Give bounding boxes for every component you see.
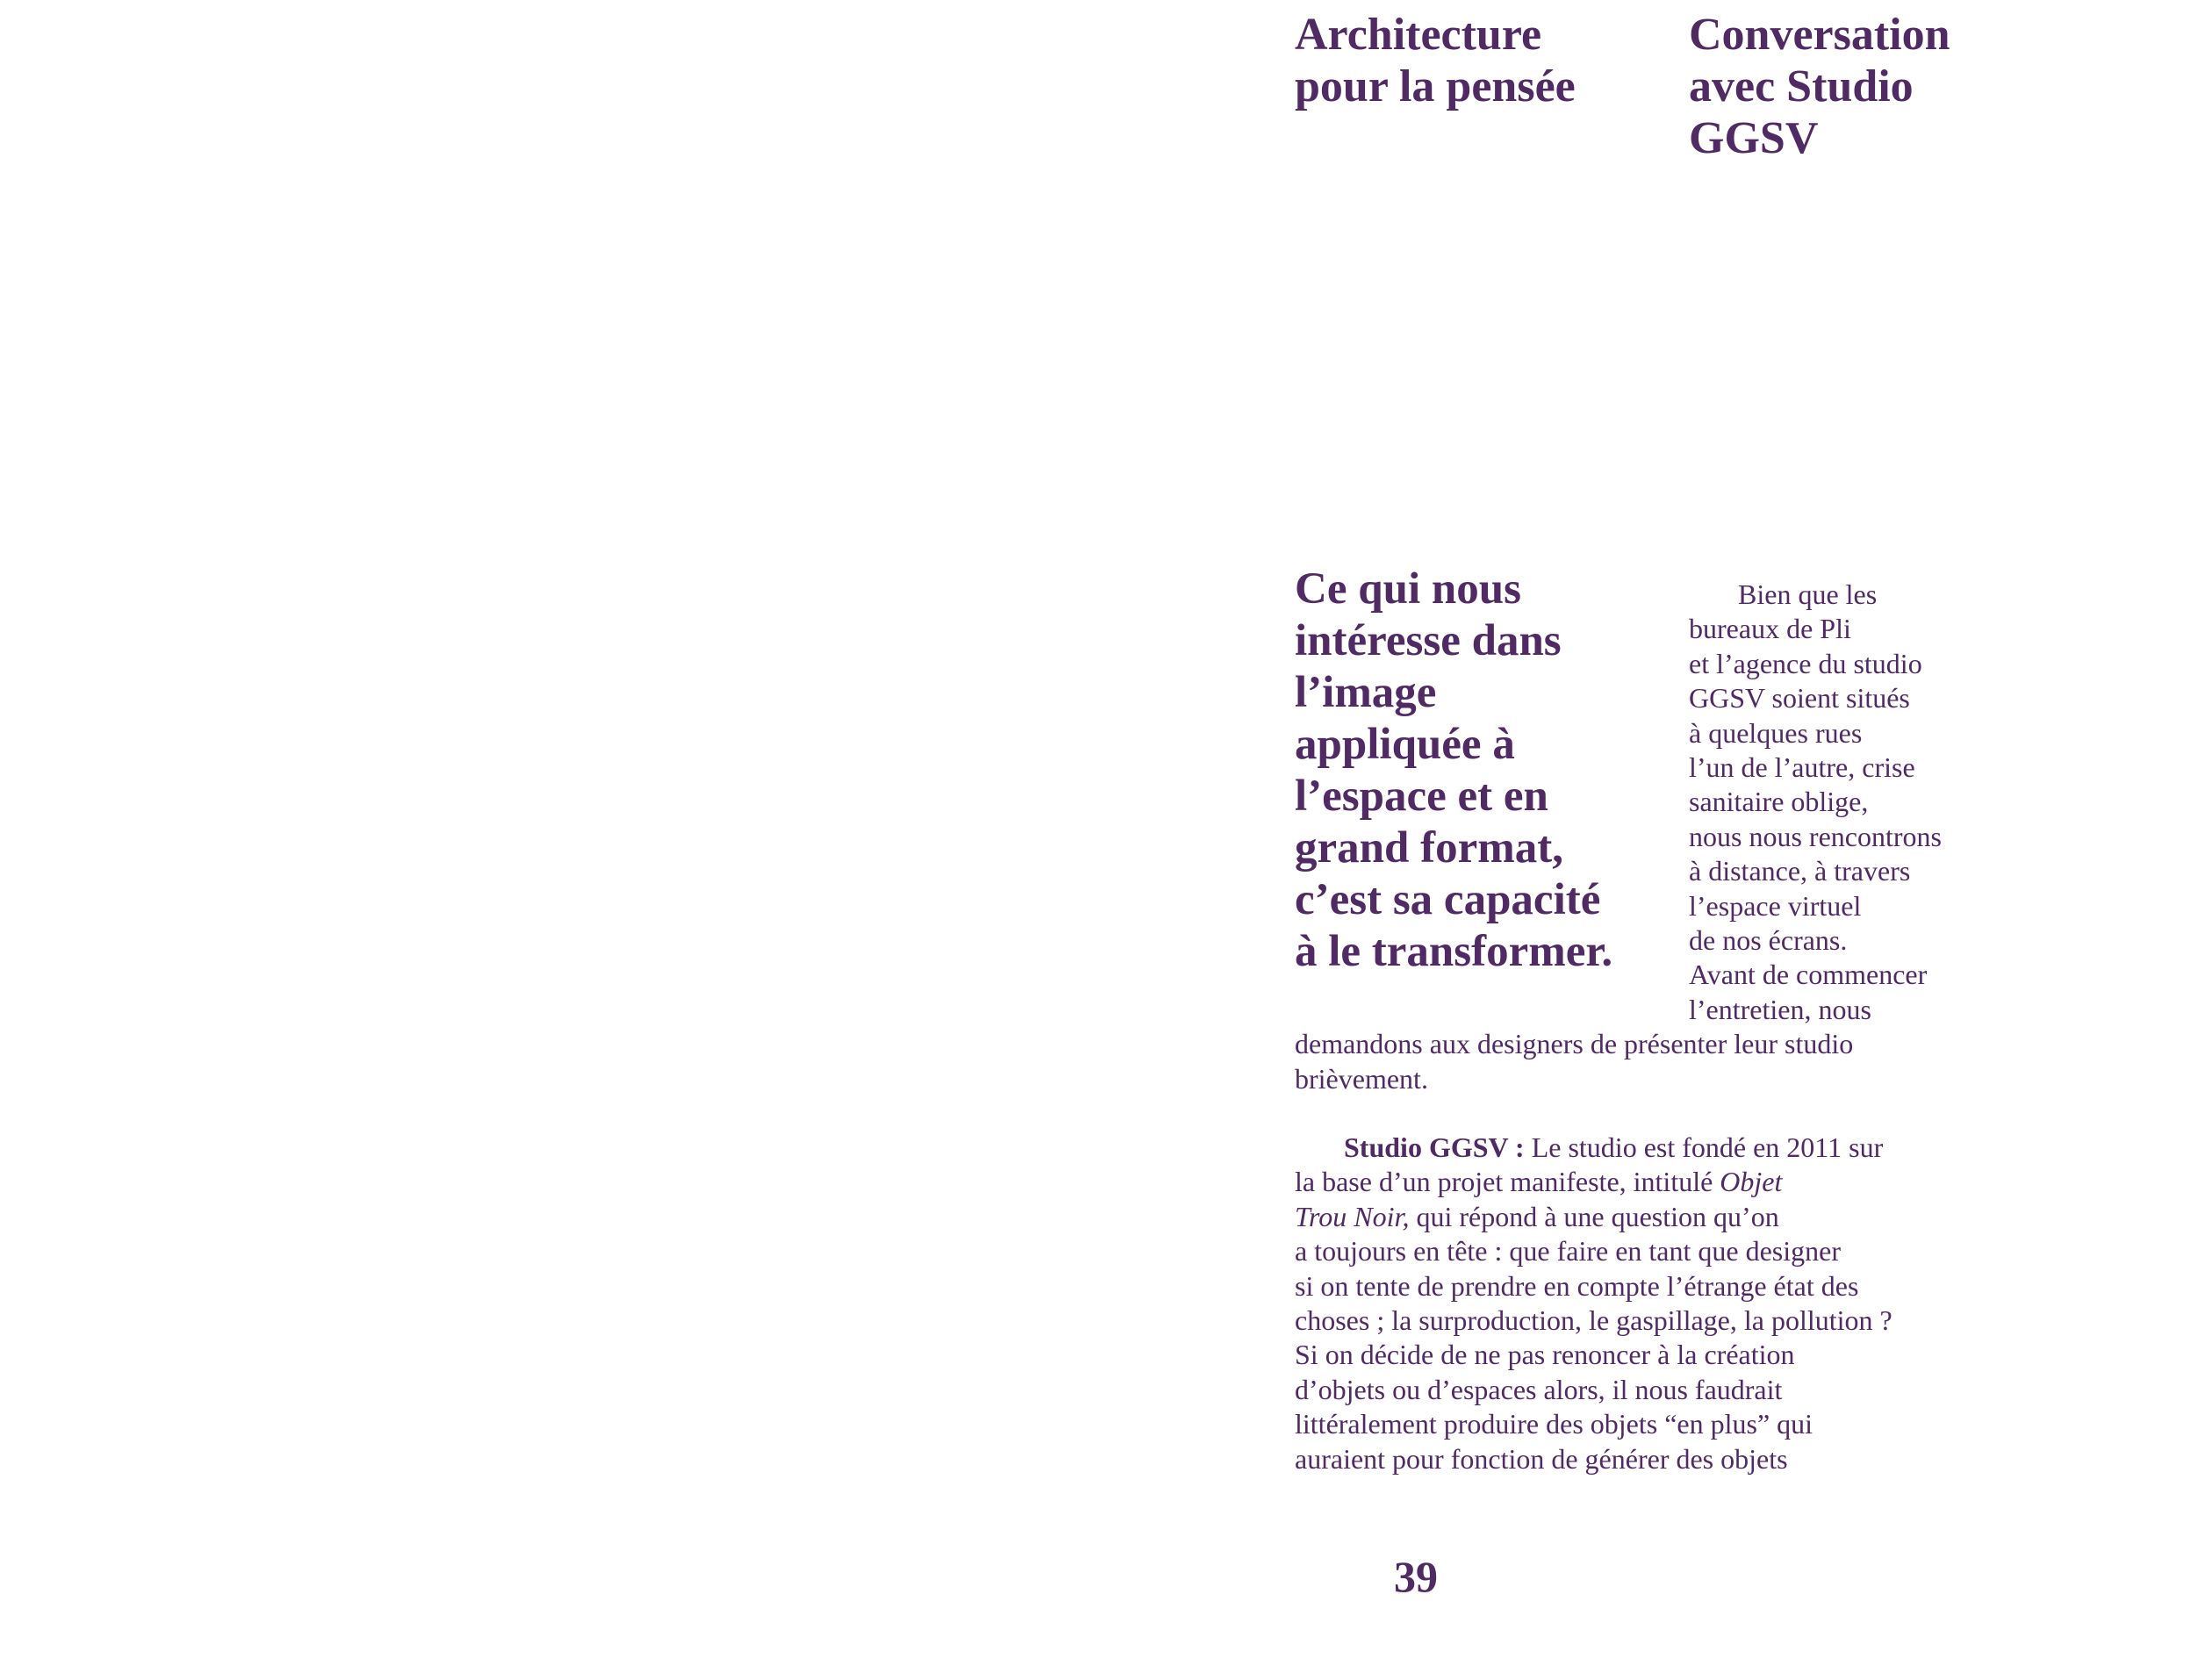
- intro-line: brièvement.: [1295, 1062, 1428, 1095]
- intro-line: nous nous rencontrons: [1689, 820, 1942, 852]
- answer-line: choses ; la surproduction, le gaspillage, la pollution ?: [1295, 1304, 1892, 1337]
- answer-line: [1295, 1131, 2032, 1165]
- intro-line: à distance, à travers: [1689, 855, 1911, 887]
- page-number: 39: [1394, 1552, 1438, 1601]
- answer-line: [1295, 1200, 2032, 1234]
- answer-line: littéralement produire des objets “en plus” qui: [1295, 1408, 1813, 1440]
- intro-line: de nos écrans.: [1689, 924, 1848, 957]
- answer-text: Le studio est fondé en 2011 sur: [1524, 1131, 1884, 1163]
- answer-line: auraient pour fonction de générer des objets: [1295, 1442, 1788, 1475]
- answer-text: la base d’un projet manifeste, intitulé: [1295, 1166, 1720, 1198]
- answer-text: qui répond à une question qu’on: [1409, 1200, 1779, 1232]
- answer-line: si on tente de prendre en compte l’étrange état des: [1295, 1269, 1859, 1302]
- speaker-label: Studio GGSV :: [1344, 1131, 1525, 1163]
- intro-line: l’un de l’autre, crise: [1689, 751, 1915, 784]
- answer-line: Si on décide de ne pas renoncer à la création: [1295, 1339, 1795, 1371]
- intro-line: l’espace virtuel: [1689, 889, 1862, 922]
- intro-line: Bien que les: [1738, 578, 1878, 610]
- answer-line: d’objets ou d’espaces alors, il nous faudrait: [1295, 1373, 1783, 1405]
- intro-line: GGSV soient situés: [1689, 682, 1910, 715]
- pull-quote: Ce qui nous intéresse dans l’image appliquée à l’espace et en grand format, c’est sa capacité à le transformer.: [1295, 564, 1613, 976]
- intro-line: à quelques rues: [1689, 716, 1863, 749]
- intro-paragraph: [1295, 578, 2032, 1096]
- intro-line: et l’agence du studio: [1689, 647, 1922, 679]
- intro-line: sanitaire oblige,: [1689, 786, 1869, 818]
- work-title: Trou Noir,: [1295, 1200, 1410, 1232]
- answer-line: [1295, 1165, 2032, 1199]
- running-title-right: Conversation avec Studio GGSV: [1689, 10, 1950, 163]
- answer-line: a toujours en tête : que faire en tant que designer: [1295, 1235, 1841, 1268]
- intro-line: l’entretien, nous: [1689, 993, 1871, 1025]
- work-title: Objet: [1720, 1166, 1783, 1198]
- answer-paragraph: [1295, 1131, 2032, 1476]
- intro-line: Avant de commencer: [1689, 959, 1928, 991]
- intro-line: bureaux de Pli: [1689, 613, 1851, 645]
- running-title-left: Architecture pour la pensée: [1295, 10, 1576, 111]
- intro-line: demandons aux designers de présenter leur studio: [1295, 1028, 1854, 1060]
